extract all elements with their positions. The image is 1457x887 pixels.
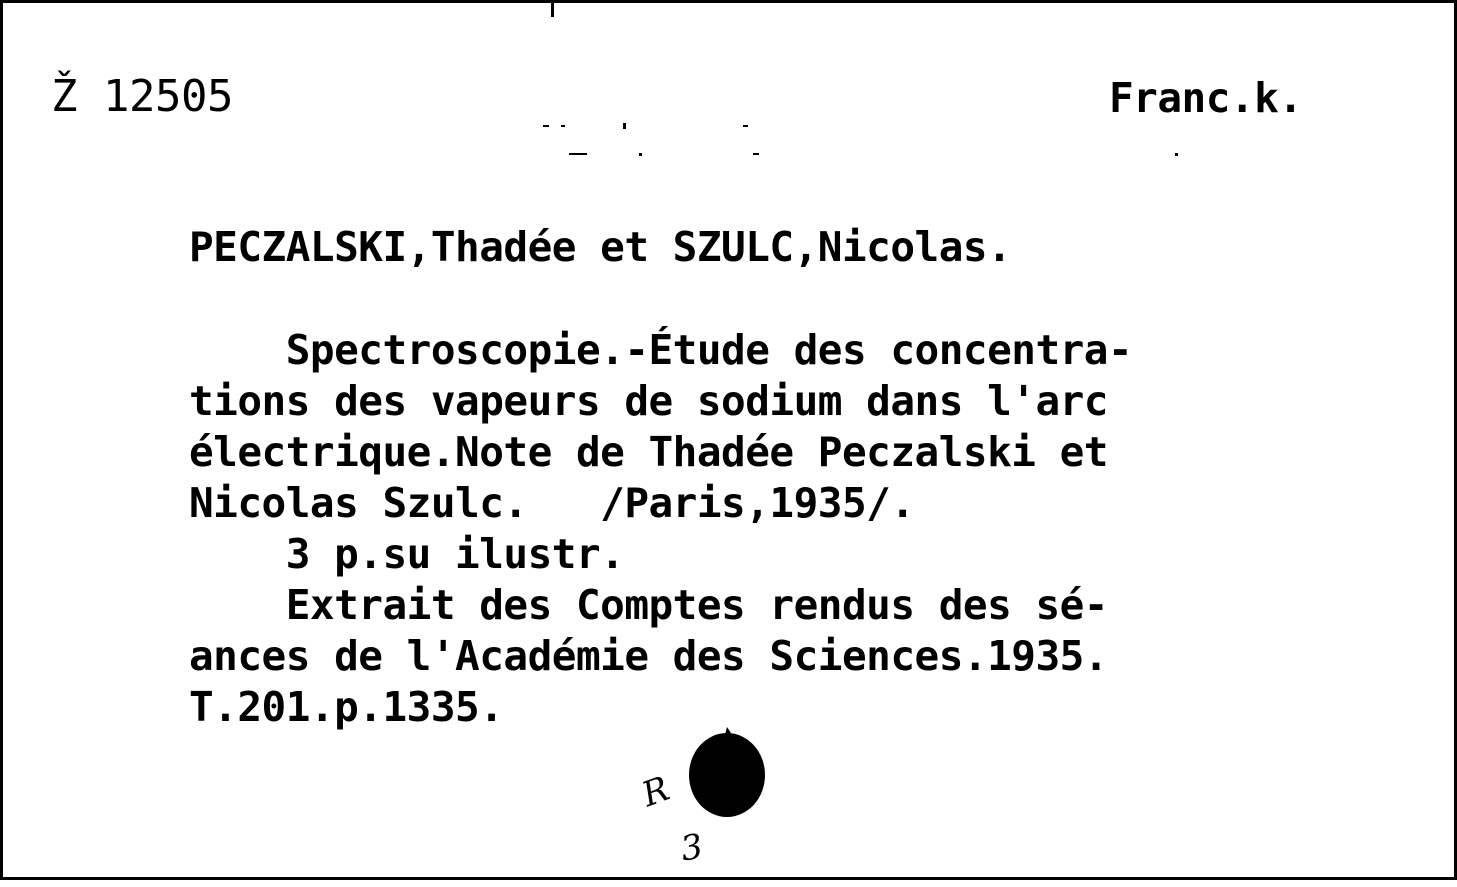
description-line: Extrait des Comptes rendus des sé-: [189, 581, 1108, 629]
speck: [543, 125, 549, 127]
description-line: 3 p.su ilustr.: [189, 530, 625, 578]
speck: [639, 153, 642, 156]
handwritten-number: 3: [677, 826, 706, 870]
author-heading: PECZALSKI,Thadée et SZULC,Nicolas.: [189, 223, 1012, 271]
handwritten-mark: [636, 723, 781, 883]
description-line: T.201.p.1335.: [189, 683, 504, 731]
speck: [743, 125, 748, 127]
speck: [1175, 153, 1178, 156]
description-line: Spectroscopie.-Étude des concentra-: [189, 326, 1133, 374]
speck: [623, 123, 626, 129]
description-line: Nicolas Szulc. /Paris,1935/.: [189, 479, 915, 527]
speck: [569, 153, 587, 155]
description-line: ances de l'Académie des Sciences.1935.: [189, 632, 1108, 680]
speck: [753, 153, 759, 155]
description-line: tions des vapeurs de sodium dans l'arc: [189, 377, 1108, 425]
collection-mark: Franc.k.: [1109, 74, 1303, 122]
description-line: électrique.Note de Thadée Peczalski et: [189, 428, 1108, 476]
call-number: Ž 12505: [51, 71, 233, 122]
speck: [561, 125, 565, 127]
handwritten-letter: R: [636, 768, 675, 816]
speck: [551, 3, 554, 17]
